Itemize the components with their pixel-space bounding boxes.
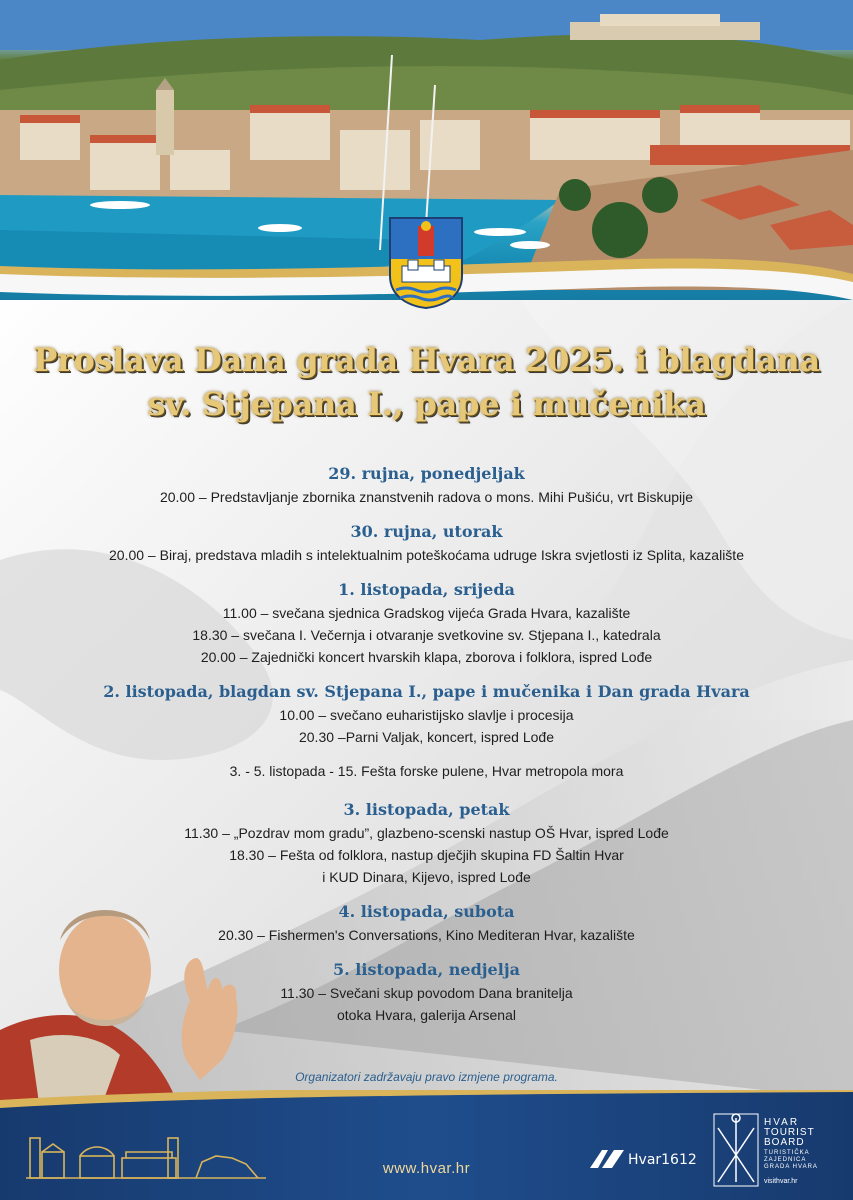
event-line: 11.30 – „Pozdrav mom gradu”, glazbeno-scenski nastup OŠ Hvar, ispred Lođe: [184, 825, 669, 841]
festival-line: 3. - 5. listopada - 15. Fešta forske pulene, Hvar metropola mora: [229, 763, 624, 779]
hvar-crest-icon: [388, 216, 464, 310]
day-block: [0, 578, 853, 668]
day-block: [0, 798, 853, 888]
hvar-1612-logo: [588, 1140, 708, 1180]
day-heading: 5. listopada, nedjelja: [333, 960, 520, 979]
day-heading: 1. listopada, srijeda: [338, 580, 515, 599]
event-line: 11.00 – svečana sjednica Gradskog vijeća Grada Hvara, kazalište: [222, 605, 631, 621]
day-heading: 29. rujna, ponedjeljak: [328, 464, 525, 483]
day-heading: 2. listopada, blagdan sv. Stjepana I., pape i mučenika i Dan grada Hvara: [103, 682, 750, 701]
tb-line-6: GRADA HVARA: [764, 1164, 818, 1170]
event-line: 11.30 – Svečani skup povodom Dana branitelja: [280, 985, 573, 1001]
event-line: i KUD Dinara, Kijevo, ispred Lođe: [322, 869, 531, 885]
hvar-1612-text: Hvar1612: [628, 1152, 697, 1168]
tb-line-4: TURISTIČKA: [764, 1150, 810, 1156]
day-heading: 4. listopada, subota: [338, 902, 515, 921]
event-line: 10.00 – svečano euharistijsko slavlje i procesija: [279, 707, 574, 723]
event-line: 20.30 – Fishermen's Conversations, Kino Mediteran Hvar, kazalište: [218, 927, 635, 943]
disclaimer-note: Organizatori zadržavaju pravo izmjene programa.: [295, 1070, 558, 1084]
tb-line-1: HVAR: [764, 1117, 800, 1128]
event-line: 20.00 – Predstavljanje zbornika znanstvenih radova o mons. Mihi Pušiću, vrt Biskupije: [159, 489, 694, 505]
website-link[interactable]: www.hvar.hr: [382, 1160, 471, 1177]
day-block: [0, 462, 853, 508]
tb-line-5: ZAJEDNICA: [764, 1157, 807, 1163]
event-line: 18.30 – svečana I. Večernja i otvaranje svetkovine sv. Stjepana I., katedrala: [192, 627, 661, 643]
page-title: [20, 338, 833, 426]
title-line-1: Proslava Dana grada Hvara 2025. i blagdana: [33, 341, 820, 379]
tourist-board-figure-icon: [712, 1112, 760, 1188]
event-line: 18.30 – Fešta od folklora, nastup dječjih skupina FD Šaltin Hvar: [229, 847, 624, 863]
tb-website[interactable]: visithvar.hr: [764, 1178, 798, 1185]
event-line: 20.00 – Biraj, predstava mladih s intelektualnim poteškoćama udruge Iskra svjetlosti iz Splita, kazalište: [109, 547, 744, 563]
day-block: [0, 680, 853, 748]
tb-line-3: BOARD: [764, 1137, 805, 1148]
hvar-wave-icon: [588, 1144, 626, 1174]
event-line: 20.30 –Parni Valjak, koncert, ispred Lođe: [298, 729, 554, 745]
day-heading: 3. listopada, petak: [343, 800, 510, 819]
day-heading: 30. rujna, utorak: [350, 522, 503, 541]
event-line: 20.00 – Zajednički koncert hvarskih klapa, zborova i folklora, ispred Lođe: [200, 649, 653, 665]
day-block: [0, 520, 853, 566]
event-line: otoka Hvara, galerija Arsenal: [337, 1007, 516, 1023]
title-line-2: sv. Stjepana I., pape i mučenika: [147, 385, 706, 423]
tb-line-2: TOURIST: [764, 1127, 815, 1138]
tourist-board-logo: [712, 1112, 847, 1192]
